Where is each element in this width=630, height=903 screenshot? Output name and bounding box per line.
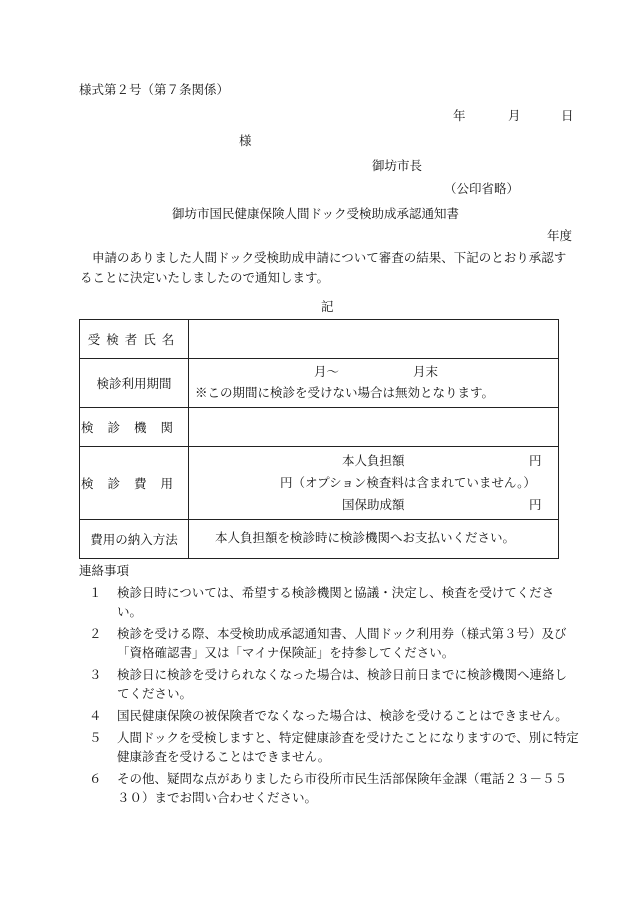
document-title: 御坊市国民健康保険人間ドック受検助成承認通知書 bbox=[172, 206, 460, 221]
payment-value-cell bbox=[189, 520, 559, 559]
intro-text: 申請のありました人間ドック受検助成申請について審査の結果、下記のとおり承認することに決定いたしましたので通知します。 bbox=[80, 250, 567, 285]
note-item bbox=[79, 583, 579, 621]
note-number: ４ bbox=[89, 708, 102, 723]
name-label-cell bbox=[80, 320, 189, 359]
note-number: ６ bbox=[89, 771, 102, 786]
note-item bbox=[79, 769, 579, 807]
note-text: 検診を受ける際、本受検助成承認通知書、人間ドック利用券（様式第３号）及び「資格確認書」又は「マイナ保険証」を持参してください。 bbox=[117, 626, 567, 660]
note-text: 検診日に検診を受けられなくなった場合は、検診日前日までに検診機関へ連絡してください。 bbox=[117, 667, 568, 701]
period-note: ※この期間に検診を受けない場合は無効となります。 bbox=[195, 385, 495, 400]
cost-value-cell bbox=[189, 447, 559, 520]
note-text: 検診日時については、希望する検診機関と協議・決定し、検査を受けてください。 bbox=[117, 585, 555, 619]
date-year: 年 bbox=[453, 108, 466, 123]
note-number: ３ bbox=[89, 667, 102, 682]
cost-label: 検診費用 bbox=[80, 476, 187, 491]
ki-marker: 記 bbox=[321, 299, 334, 314]
self-pay-label: 本人負担額 bbox=[342, 453, 405, 468]
payment-label-cell bbox=[80, 520, 189, 559]
period-label-cell bbox=[80, 359, 189, 408]
notes-title: 連絡事項 bbox=[79, 563, 130, 578]
period-label: 検診利用期間 bbox=[96, 376, 172, 391]
note-text: その他、疑問な点がありましたら市役所市民生活部保険年金課（電話２３－５５３０）までお問い合わせください。 bbox=[117, 771, 568, 805]
note-text: 国民健康保険の被保険者でなくなった場合は、検診を受けることはできません。 bbox=[117, 708, 568, 723]
note-item bbox=[79, 624, 579, 662]
note-item bbox=[79, 706, 579, 725]
seal-note: （公印省略） bbox=[444, 181, 520, 196]
table-row-name bbox=[80, 320, 559, 359]
period-value-cell bbox=[189, 359, 559, 408]
subsidy-label: 国保助成額 bbox=[342, 497, 405, 512]
date-day: 日 bbox=[561, 108, 574, 123]
table-row-institution bbox=[80, 408, 559, 447]
note-item bbox=[79, 665, 579, 703]
issuer: 御坊市長 bbox=[372, 158, 423, 173]
addressee-suffix: 様 bbox=[239, 133, 252, 148]
option-note: 円（オプション検査料は含まれていません。） bbox=[280, 475, 536, 490]
note-number: ２ bbox=[89, 626, 102, 641]
period-month-from: 月～ bbox=[314, 364, 340, 379]
table-row-period bbox=[80, 359, 559, 408]
name-value-cell bbox=[189, 320, 559, 359]
table-row-payment bbox=[80, 520, 559, 559]
intro-paragraph bbox=[80, 248, 578, 288]
payment-label: 費用の納入方法 bbox=[90, 532, 178, 547]
self-pay-yen: 円 bbox=[529, 453, 542, 468]
institution-value-cell bbox=[189, 408, 559, 447]
form-number: 様式第２号（第７条関係） bbox=[79, 82, 230, 97]
period-month-end: 月末 bbox=[413, 364, 439, 379]
notes-section bbox=[79, 562, 579, 807]
name-label: 受検者氏名 bbox=[87, 332, 181, 347]
subsidy-yen: 円 bbox=[529, 497, 542, 512]
cost-label-cell bbox=[80, 447, 189, 520]
date-month: 月 bbox=[508, 108, 521, 123]
note-item bbox=[79, 728, 579, 766]
note-number: ５ bbox=[89, 730, 102, 745]
institution-label: 検診機関 bbox=[80, 420, 187, 435]
note-number: １ bbox=[89, 585, 102, 600]
institution-label-cell bbox=[80, 408, 189, 447]
fiscal-year: 年度 bbox=[547, 228, 573, 243]
table-row-cost bbox=[80, 447, 559, 520]
payment-text: 本人負担額を検診時に検診機関へお支払いください。 bbox=[215, 530, 516, 545]
approval-table bbox=[79, 319, 559, 559]
note-text: 人間ドックを受検しますと、特定健康診査を受けたことになりますので、別に特定健康診査を受けることはできません。 bbox=[117, 730, 579, 764]
